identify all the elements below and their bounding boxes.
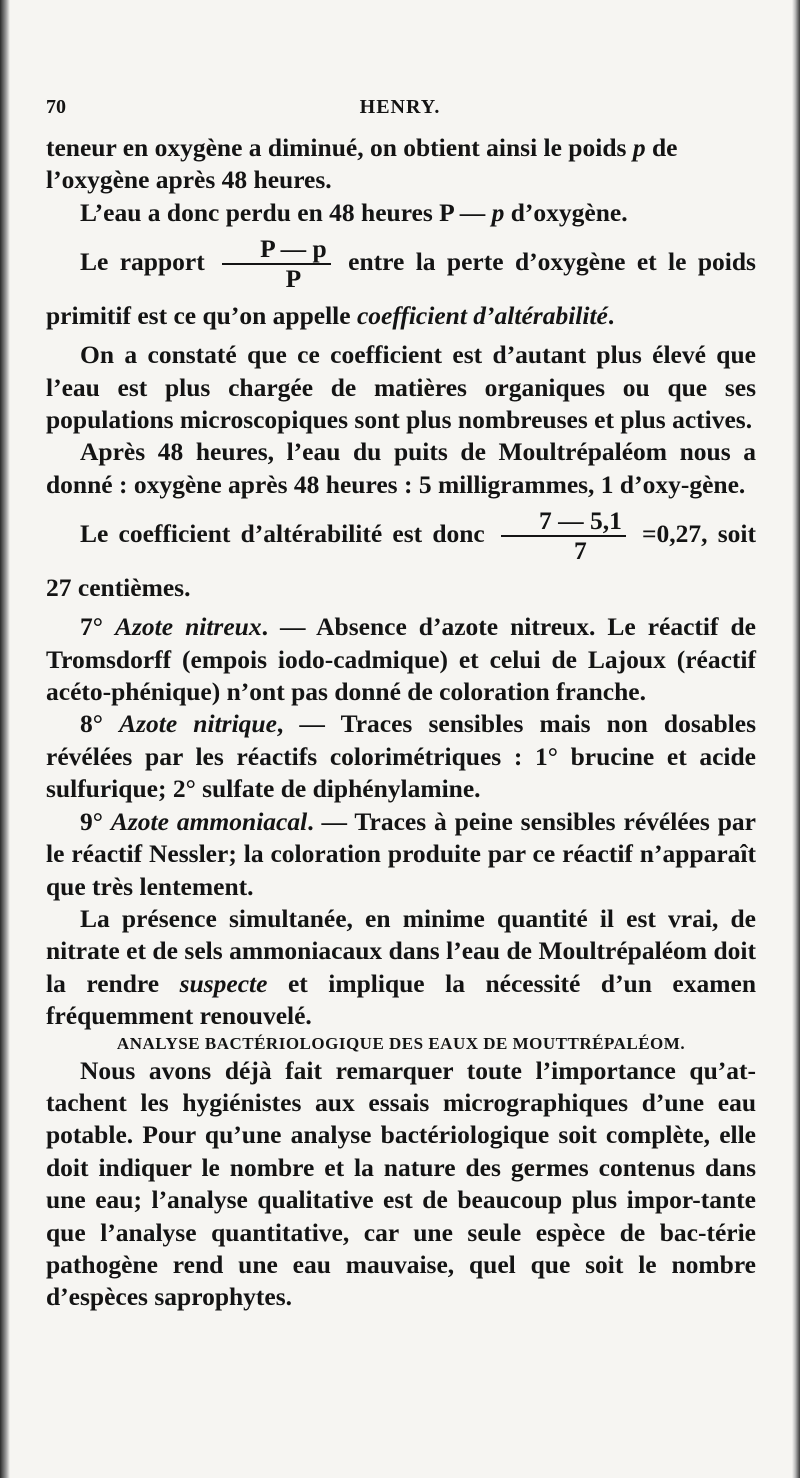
paragraph-3: Le rapport $\frac{P — p}{P}$ entre la perte d’oxygène et le poids primitif est ce qu’on appelle coefficient d’altérabilité.: [46, 234, 756, 331]
paragraph-6: Le coefficient d’altérabilité est donc $\frac{7 — 5,1}{7}$ =0,27, soit 27 centièmes.: [46, 506, 756, 603]
term-azote-nitrique: Azote nitrique: [119, 709, 277, 739]
running-title: HENRY.: [359, 96, 441, 118]
paragraph-azote-nitreux: 7° Azote nitreux. — Absence d’azote nitreux. Le réactif de Tromsdorff (empois iodo-cadmique) et celui de Lajoux (réactif acéto-phénique) n’ont pas donné de coloration franche.: [46, 612, 756, 707]
page-edge-shadow-left: [0, 0, 10, 1478]
fraction-denominator: 7: [574, 536, 587, 566]
fraction-denominator: P: [285, 264, 302, 294]
paragraph-azote-ammoniacal: 9° Azote ammoniacal. — Traces à peine sensibles révélées par le réactif Nessler; la coloration produite par ce réactif n’apparaît que très lentement.: [46, 806, 756, 901]
paragraph-1: teneur en oxygène a diminué, on obtient ainsi le poids p de l’oxygène après 48 heures.: [46, 133, 678, 195]
page-header: [46, 96, 754, 122]
fraction-coefficient: [501, 507, 626, 565]
term-coefficient: coefficient d’altérabilité: [356, 301, 608, 331]
fraction-oxygen-loss: [222, 235, 331, 293]
term-suspecte: suspecte: [179, 968, 268, 998]
paragraph-10: La présence simultanée, en minime quantité il est vrai, de nitrate et de sels ammoniacaux dans l’eau de Moultrépaléom doit la rendre suspecte et implique la nécessité d’un examen fréquemment renouvelé.: [46, 903, 756, 1031]
page-edge-shadow-right: [792, 0, 800, 1478]
paragraph-11: Nous avons déjà fait remarquer toute l’importance qu’at-tachent les hygiénistes aux essais micrographiques d’une eau potable. Pour qu’une analyse bactériologique soit complète, elle doit indiquer le nombre et la nature des germes contenus dans une eau; l’analyse qualitative est de beaucoup plus impor-tante que l’analyse quantitative, car une seule espèce de bac-térie pathogène rend une eau mauvaise, quel que soit le nombre d’espèces saprophytes.: [46, 1055, 756, 1312]
section-heading: ANALYSE BACTÉRIOLOGIQUE DES EAUX DE MOUTTRÉPALÉOM.: [116, 1033, 686, 1053]
fraction-numerator: P — p: [222, 235, 331, 265]
page-number: 70: [46, 96, 66, 118]
term-azote-nitreux: Azote nitreux: [114, 612, 262, 642]
paragraph-azote-nitrique: 8° Azote nitrique, — Traces sensibles mais non dosables révélées par les réactifs colorimétriques : 1° brucine et acide sulfurique; 2° sulfate de diphénylamine.: [46, 709, 757, 804]
page-body: [46, 132, 756, 1314]
fraction-numerator: 7 — 5,1: [501, 507, 626, 537]
term-azote-ammoniacal: Azote ammoniacal: [110, 806, 308, 836]
paragraph-5: Après 48 heures, l’eau du puits de Moultrépaléom nous a donné : oxygène après 48 heures : 5 milligrammes, 1 d’oxy-gène.: [46, 437, 756, 499]
paragraph-2: L’eau a donc perdu en 48 heures P — p d’oxygène.: [80, 197, 628, 227]
paragraph-4: On a constaté que ce coefficient est d’autant plus élevé que l’eau est plus chargée de matières organiques ou que ses populations microscopiques sont plus nombreuses et plus actives.: [46, 340, 756, 435]
